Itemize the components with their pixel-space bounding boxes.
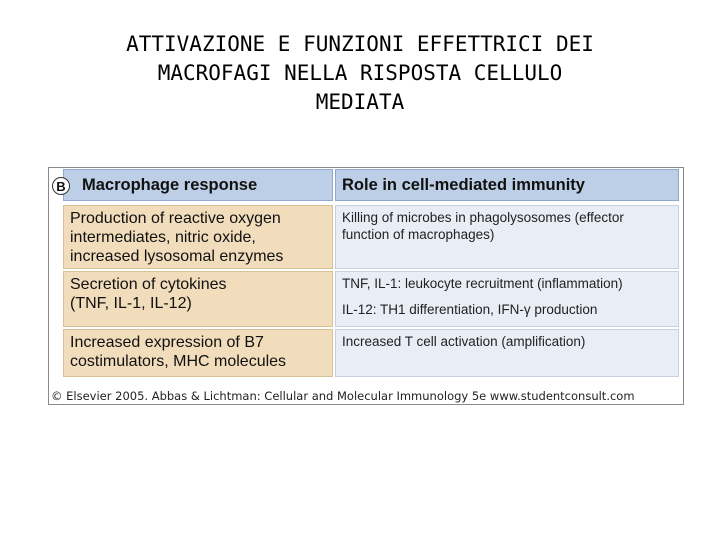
table-row (63, 271, 679, 327)
header-macrophage-response (56, 169, 333, 201)
response-line: Production of reactive oxygen (70, 210, 281, 227)
copyright-credit: © Elsevier 2005. Abbas & Lichtman: Cellular and Molecular Immunology 5e www.studentconsult.com (51, 389, 635, 403)
title-line-2: MACROFAGI NELLA RISPOSTA CELLULO (157, 61, 563, 85)
response-line: Increased expression of B7 (70, 334, 264, 351)
response-cell (63, 271, 333, 327)
response-line: (TNF, IL-1, IL-12) (70, 295, 192, 312)
role-line: IL-12: TH1 differentiation, IFN-γ production (342, 302, 598, 317)
role-cell (335, 271, 679, 327)
role-line: Increased T cell activation (amplification) (342, 334, 586, 349)
response-line: intermediates, nitric oxide, (70, 229, 256, 246)
macrophage-table (56, 169, 679, 379)
panel-label-badge: B (52, 177, 70, 195)
response-line: increased lysosomal enzymes (70, 248, 284, 265)
header-role: Role in cell-mediated immunity (335, 169, 679, 201)
title-line-3: MEDIATA (315, 90, 405, 114)
header-left-text: Macrophage response (82, 175, 258, 194)
table-header-row (56, 169, 679, 201)
response-cell (63, 205, 333, 269)
response-line: Secretion of cytokines (70, 276, 227, 293)
role-cell (335, 205, 679, 269)
role-line: TNF, IL-1: leukocyte recruitment (inflammation) (342, 276, 623, 291)
slide-title (40, 30, 680, 117)
table-row (63, 329, 679, 377)
role-line: Killing of microbes in phagolysosomes (effector function of macrophages) (342, 210, 624, 242)
title-line-1: ATTIVAZIONE E FUNZIONI EFFETTRICI DEI (126, 32, 594, 56)
response-cell (63, 329, 333, 377)
figure-table-image (48, 167, 684, 405)
table-row (63, 205, 679, 269)
response-line: costimulators, MHC molecules (70, 353, 287, 370)
role-cell (335, 329, 679, 377)
